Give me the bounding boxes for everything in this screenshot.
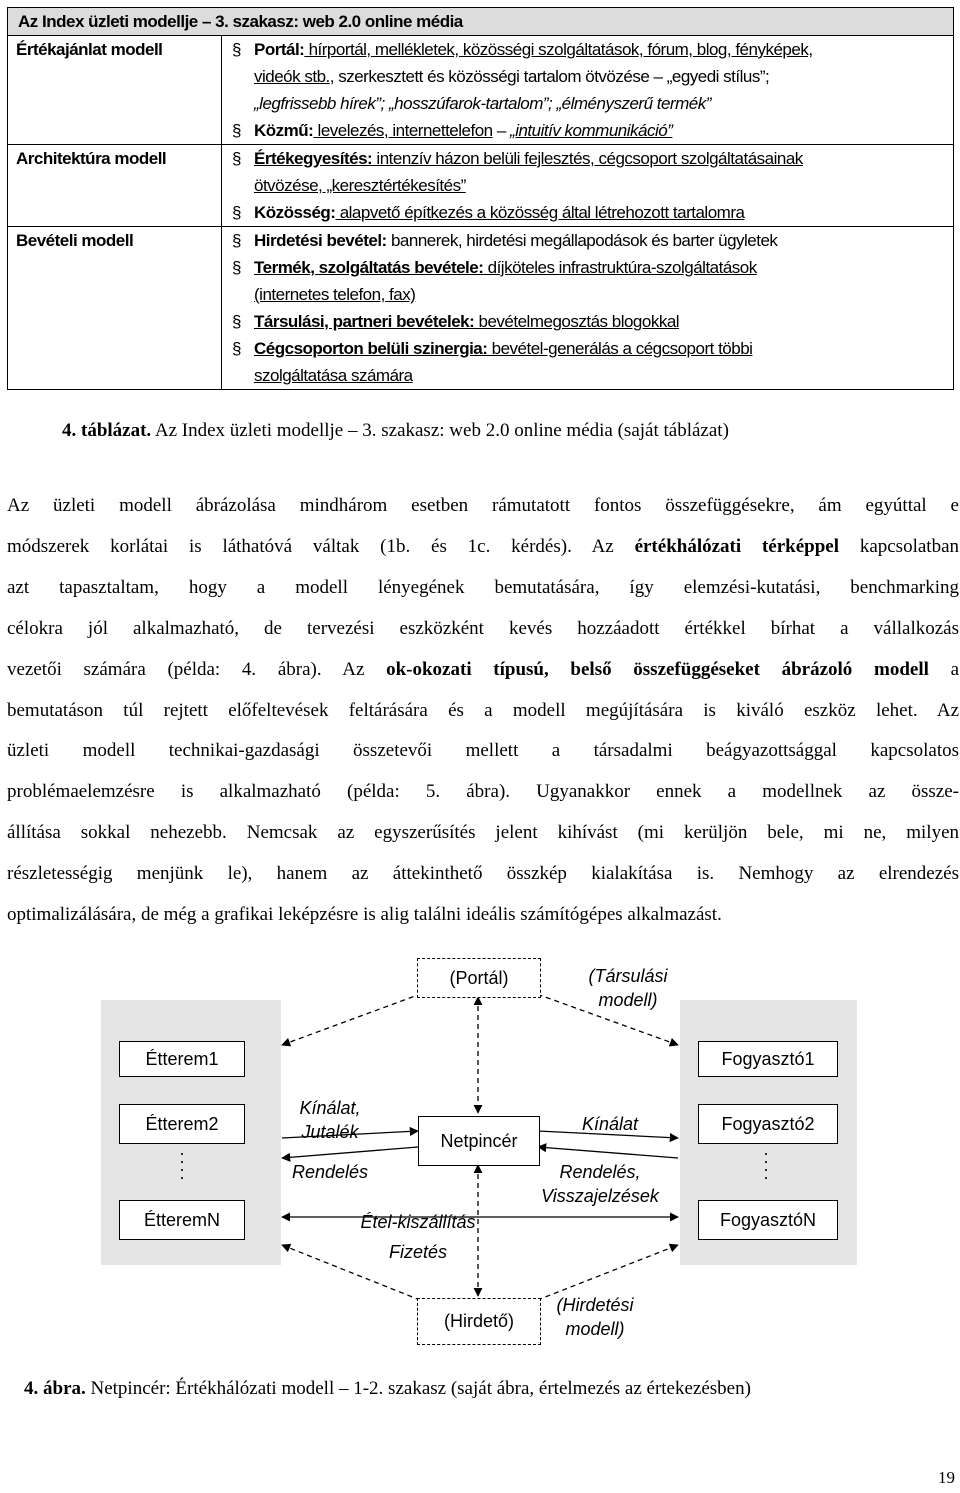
row-label-architektura: Architektúra modell bbox=[8, 145, 222, 227]
hirdetesi-label: (Hirdetési modell) bbox=[556, 1295, 634, 1339]
netpincer-box: Netpincér bbox=[418, 1116, 540, 1166]
table-caption: 4. táblázat. Az Index üzleti modellje – 3. szakasz: web 2.0 online média (saját táblázat) bbox=[62, 420, 729, 441]
bullet-tarsulasi: § Társulási, partneri bevételek: bevételmegosztás blogokkal bbox=[228, 308, 947, 335]
portal-box: (Portál) bbox=[417, 958, 541, 998]
bullet-hirdetesi: § Hirdetési bevétel: bannerek, hirdetési megállapodások és barter ügyletek bbox=[228, 227, 947, 254]
table-row bbox=[8, 227, 954, 390]
arrow-rendeles-right bbox=[538, 1147, 678, 1158]
fogyaszto-dots: : : bbox=[763, 1147, 769, 1183]
page-number: 19 bbox=[938, 1468, 955, 1487]
fogyasztoN-box: FogyasztóN bbox=[698, 1200, 838, 1240]
kinalat-label: Kínálat bbox=[581, 1114, 639, 1134]
etterem-dots: : : bbox=[179, 1147, 185, 1183]
fizetes-label: Fizetés bbox=[388, 1242, 448, 1262]
row-content-ertekajanlat: § Portál: hírportál, mellékletek, közösségi szolgáltatások, fórum, blog, fényképek, videók stb., szerkesztett és közösségi tartalom ötvözése – „egyedi stílus”; „legfrissebb hírek”; „hosszúfarok-tartalom”; „élményszerű termék” § Közmű: levelezés, internettelefon – „intuitív kommunikáció” bbox=[222, 36, 954, 145]
rendeles-visszajelzesek-label: Rendelés, Visszajelzések bbox=[541, 1162, 659, 1206]
bullet-ertekegyesites: § Értékegyesítés: intenzív házon belüli fejlesztés, cégcsoport szolgáltatásainak bbox=[228, 145, 947, 172]
figure-caption: 4. ábra. Netpincér: Értékhálózati modell – 1-2. szakasz (saját ábra, értelmezés az értekezésben) bbox=[24, 1378, 751, 1399]
row-content-beveteli: § Hirdetési bevétel: bannerek, hirdetési megállapodások és barter ügyletek § Termék, szolgáltatás bevétele: díjköteles infrastruktúra-szolgáltatások (internetes telefon, fax) § Társulási, partneri bevételek: bevételmegosztás blogokkal § Cégcsoporton belüli szinergia: bevétel-generálás a cégcsoport többi szolgáltatása számára bbox=[222, 227, 954, 390]
tarsulasi-label: (Társulási modell) bbox=[588, 966, 668, 1010]
etteremN-box: ÉtteremN bbox=[119, 1200, 245, 1240]
arrow-rendeles-left bbox=[282, 1147, 418, 1158]
fogyaszto2-box: Fogyasztó2 bbox=[698, 1104, 838, 1144]
row-label-beveteli: Bevételi modell bbox=[8, 227, 222, 390]
etterem1-box: Étterem1 bbox=[119, 1041, 245, 1077]
row-content-architektura: § Értékegyesítés: intenzív házon belüli fejlesztés, cégcsoport szolgáltatásainak ötvözése, „keresztértékesítés” § Közösség: alapvető építkezés a közösség által létrehozott tartalomra bbox=[222, 145, 954, 227]
value-network-diagram bbox=[0, 955, 960, 1375]
etel-kiszallitas-label: Étel-kiszállítás bbox=[360, 1212, 476, 1232]
bullet-kozosseg: § Közösség: alapvető építkezés a közösség által létrehozott tartalomra bbox=[228, 199, 947, 226]
fogyaszto1-box: Fogyasztó1 bbox=[698, 1041, 838, 1077]
business-model-table bbox=[7, 7, 954, 390]
etterem2-box: Étterem2 bbox=[119, 1104, 245, 1144]
bullet-szinergia: § Cégcsoporton belüli szinergia: bevétel-generálás a cégcsoport többi bbox=[228, 335, 947, 362]
table-row bbox=[8, 36, 954, 145]
bullet-kozmu: § Közmű: levelezés, internettelefon – „intuitív kommunikáció” bbox=[228, 117, 947, 144]
kinalat-jutalek-label: Kínálat, Jutalék bbox=[299, 1098, 361, 1142]
body-paragraph: Az üzleti modell ábrázolása mindhárom esetben rámutatott fontos összefüggésekre, ám egyúttal e módszerek korlátai is láthatóvá váltak (1b. és 1c. kérdés). Az értékhálózati térképpel kapcsolatban azt tapasztaltam, hogy a modell lényegének bemutatására, így elemzési-kutatási, benchmarking célokra jól alkalmazható, de tervezési eszközként kevés hozzáadott értékkel bírhat a vállalkozás vezetői számára (példa: 4. ábra). Az ok-okozati típusú, belső összefüggéseket ábrázoló modell a bemutatáson túl rejtett előfeltevések feltárására és a modell megújítására is kiváló eszköz lehet. Az üzleti modell technikai-gazdasági összetevői mellett a társadalmi beágyazottsággal kapcsolatos problémaelemzésre is alkalmazható (példa: 5. ábra). Ugyanakkor ennek a modellnek az össze- állítása sokkal nehezebb. Nemcsak az egyszerűsítés jelent kihívást (mi kerüljön bele, mi ne, milyen részletességig menjünk le), hanem az áttekinthető összkép kialakítása is. Nemhogy az elrendezés optimalizálására, de még a grafikai leképzésre is alig találni ideális számítógépes alkalmazást. bbox=[7, 495, 960, 926]
hirdeto-box: (Hirdető) bbox=[417, 1298, 541, 1345]
bullet-termek: § Termék, szolgáltatás bevétele: díjköteles infrastruktúra-szolgáltatások bbox=[228, 254, 947, 281]
table-header: Az Index üzleti modellje – 3. szakasz: web 2.0 online média bbox=[8, 8, 954, 36]
rendeles-label: Rendelés bbox=[291, 1162, 369, 1182]
row-label-ertekajanlat: Értékajánlat modell bbox=[8, 36, 222, 145]
table-row bbox=[8, 145, 954, 227]
bullet-portal: § Portál: hírportál, mellékletek, közösségi szolgáltatások, fórum, blog, fényképek, bbox=[228, 36, 947, 63]
